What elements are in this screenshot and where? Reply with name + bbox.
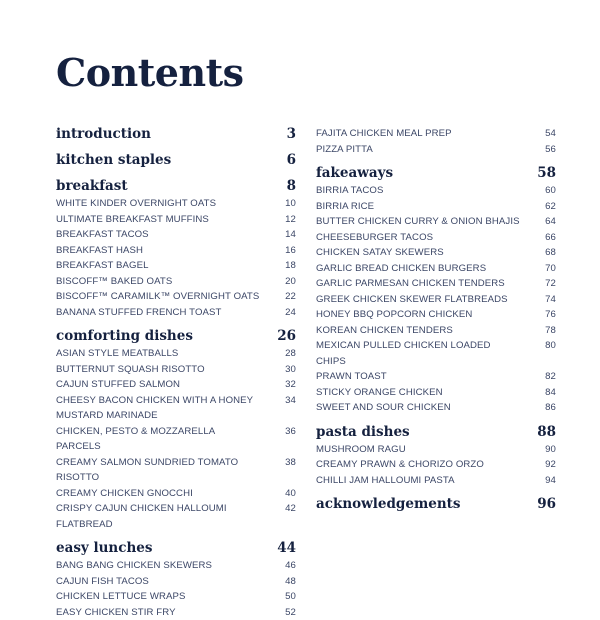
section-introduction (56, 124, 296, 144)
section-page-number: 3 (287, 124, 296, 144)
entry-title: WHITE KINDER OVERNIGHT OATS (56, 196, 216, 212)
entry-title: BUTTER CHICKEN CURRY & ONION BHAJIS (316, 214, 520, 230)
entry-page-number: 54 (545, 126, 556, 142)
entry-page-number: 32 (285, 377, 296, 393)
entry-title: EASY CHICKEN STIR FRY (56, 605, 176, 620)
contents-entry[interactable] (316, 292, 556, 308)
contents-entry[interactable] (316, 400, 556, 416)
entry-title: BANG BANG CHICKEN SKEWERS (56, 558, 212, 574)
contents-entry[interactable] (316, 442, 556, 458)
entry-page-number: 62 (545, 199, 556, 215)
entry-title: GARLIC PARMESAN CHICKEN TENDERS (316, 276, 505, 292)
entry-page-number: 52 (285, 605, 296, 620)
entry-title: CHICKEN LETTUCE WRAPS (56, 589, 186, 605)
entry-page-number: 34 (285, 393, 296, 409)
entry-title: CRISPY CAJUN CHICKEN HALLOUMI FLATBREAD (56, 501, 261, 532)
entry-page-number: 46 (285, 558, 296, 574)
contents-entry[interactable] (316, 457, 556, 473)
entry-page-number: 10 (285, 196, 296, 212)
entry-title: ASIAN STYLE MEATBALLS (56, 346, 178, 362)
contents-entry[interactable] (316, 199, 556, 215)
contents-entry[interactable] (56, 305, 296, 321)
entry-title: CAJUN STUFFED SALMON (56, 377, 180, 393)
entry-title: CAJUN FISH TACOS (56, 574, 149, 590)
entry-title: BIRRIA TACOS (316, 183, 383, 199)
page-title: Contents (56, 50, 244, 96)
entry-page-number: 72 (545, 276, 556, 292)
section-title: breakfast (56, 176, 128, 196)
contents-entry[interactable] (316, 323, 556, 339)
entry-page-number: 36 (285, 424, 296, 440)
entry-page-number: 20 (285, 274, 296, 290)
entry-title: GARLIC BREAD CHICKEN BURGERS (316, 261, 486, 277)
entry-title: PIZZA PITTA (316, 142, 373, 158)
entry-page-number: 60 (545, 183, 556, 199)
entry-title: BUTTERNUT SQUASH RISOTTO (56, 362, 205, 378)
section-heading[interactable] (316, 422, 556, 442)
section-title: introduction (56, 124, 151, 144)
entry-title: GREEK CHICKEN SKEWER FLATBREADS (316, 292, 508, 308)
contents-entry[interactable] (316, 385, 556, 401)
section-heading[interactable] (56, 124, 296, 144)
entry-title: CHICKEN SATAY SKEWERS (316, 245, 444, 261)
section-breakfast (56, 176, 296, 320)
section-heading[interactable] (56, 150, 296, 170)
entry-title: SWEET AND SOUR CHICKEN (316, 400, 451, 416)
contents-entry[interactable] (56, 227, 296, 243)
entry-page-number: 90 (545, 442, 556, 458)
entry-title: BISCOFF™ BAKED OATS (56, 274, 172, 290)
contents-entry[interactable] (56, 589, 296, 605)
entry-page-number: 84 (545, 385, 556, 401)
entry-title: CREAMY SALMON SUNDRIED TOMATO RISOTTO (56, 455, 261, 486)
entry-page-number: 22 (285, 289, 296, 305)
section-page-number: 44 (277, 538, 296, 558)
entry-title: BREAKFAST HASH (56, 243, 143, 259)
section-page-number: 96 (537, 494, 556, 514)
contents-entry[interactable] (56, 455, 296, 486)
entry-page-number: 48 (285, 574, 296, 590)
contents-entry[interactable] (56, 258, 296, 274)
contents-entry[interactable] (316, 276, 556, 292)
contents-entry[interactable] (56, 243, 296, 259)
contents-entry[interactable] (56, 574, 296, 590)
contents-entry[interactable] (56, 289, 296, 305)
entry-page-number: 40 (285, 486, 296, 502)
entry-page-number: 28 (285, 346, 296, 362)
entry-page-number: 68 (545, 245, 556, 261)
section-title: easy lunches (56, 538, 152, 558)
contents-entry[interactable] (56, 196, 296, 212)
section-heading[interactable] (56, 538, 296, 558)
entry-page-number: 24 (285, 305, 296, 321)
contents-entry[interactable] (56, 346, 296, 362)
section-title: acknowledgements (316, 494, 460, 514)
entry-page-number: 94 (545, 473, 556, 489)
entry-page-number: 30 (285, 362, 296, 378)
entry-title: CHEESEBURGER TACOS (316, 230, 433, 246)
entry-page-number: 78 (545, 323, 556, 339)
entry-title: FAJITA CHICKEN MEAL PREP (316, 126, 452, 142)
entry-page-number: 66 (545, 230, 556, 246)
entry-page-number: 14 (285, 227, 296, 243)
entry-title: CHEESY BACON CHICKEN WITH A HONEY MUSTARD MARINADE (56, 393, 261, 424)
entry-page-number: 42 (285, 501, 296, 517)
entry-page-number: 64 (545, 214, 556, 230)
entry-page-number: 12 (285, 212, 296, 228)
entry-page-number: 56 (545, 142, 556, 158)
section-continued (316, 126, 556, 157)
contents-entry[interactable] (316, 142, 556, 158)
section-title: pasta dishes (316, 422, 410, 442)
section-page-number: 26 (277, 326, 296, 346)
entry-title: KOREAN CHICKEN TENDERS (316, 323, 453, 339)
contents-entry[interactable] (316, 261, 556, 277)
contents-entry[interactable] (56, 377, 296, 393)
contents-entry[interactable] (316, 245, 556, 261)
entry-title: CREAMY CHICKEN GNOCCHI (56, 486, 193, 502)
section-easy-lunches (56, 538, 296, 620)
entry-title: PRAWN TOAST (316, 369, 387, 385)
section-page-number: 58 (537, 163, 556, 183)
section-heading[interactable] (56, 176, 296, 196)
entry-page-number: 18 (285, 258, 296, 274)
section-heading[interactable] (316, 494, 556, 514)
contents-left-column (56, 124, 296, 620)
entry-page-number: 76 (545, 307, 556, 323)
contents-right-column (316, 126, 556, 514)
contents-entry[interactable] (56, 362, 296, 378)
section-page-number: 6 (287, 150, 296, 170)
contents-entry[interactable] (56, 558, 296, 574)
contents-entry[interactable] (316, 369, 556, 385)
entry-title: STICKY ORANGE CHICKEN (316, 385, 443, 401)
contents-entry[interactable] (56, 605, 296, 620)
entry-page-number: 86 (545, 400, 556, 416)
section-title: fakeaways (316, 163, 393, 183)
contents-entry[interactable] (56, 393, 296, 424)
entry-title: BREAKFAST TACOS (56, 227, 149, 243)
entry-page-number: 82 (545, 369, 556, 385)
section-page-number: 88 (537, 422, 556, 442)
entry-page-number: 50 (285, 589, 296, 605)
contents-entry[interactable] (56, 424, 296, 455)
entry-title: ULTIMATE BREAKFAST MUFFINS (56, 212, 209, 228)
entry-title: BISCOFF™ CARAMILK™ OVERNIGHT OATS (56, 289, 259, 305)
entry-page-number: 92 (545, 457, 556, 473)
section-pasta-dishes (316, 422, 556, 489)
section-title: comforting dishes (56, 326, 193, 346)
entry-page-number: 38 (285, 455, 296, 471)
entry-title: MEXICAN PULLED CHICKEN LOADED CHIPS (316, 338, 521, 369)
entry-title: HONEY BBQ POPCORN CHICKEN (316, 307, 472, 323)
contents-entry[interactable] (316, 473, 556, 489)
entry-title: MUSHROOM RAGU (316, 442, 406, 458)
section-heading[interactable] (316, 163, 556, 183)
section-page-number: 8 (287, 176, 296, 196)
contents-entry[interactable] (56, 274, 296, 290)
entry-title: BIRRIA RICE (316, 199, 374, 215)
contents-entry[interactable] (316, 230, 556, 246)
contents-entry[interactable] (56, 212, 296, 228)
contents-entry[interactable] (316, 214, 556, 230)
entry-page-number: 16 (285, 243, 296, 259)
section-comforting-dishes (56, 326, 296, 532)
contents-entry[interactable] (316, 126, 556, 142)
contents-entry[interactable] (316, 338, 556, 369)
entry-title: CHILLI JAM HALLOUMI PASTA (316, 473, 455, 489)
contents-entry[interactable] (56, 486, 296, 502)
contents-entry[interactable] (316, 183, 556, 199)
entry-page-number: 74 (545, 292, 556, 308)
section-fakeaways (316, 163, 556, 416)
entry-title: BREAKFAST BAGEL (56, 258, 149, 274)
contents-entry[interactable] (56, 501, 296, 532)
entry-title: CREAMY PRAWN & CHORIZO ORZO (316, 457, 484, 473)
section-kitchen-staples (56, 150, 296, 170)
contents-entry[interactable] (316, 307, 556, 323)
entry-page-number: 80 (545, 338, 556, 354)
entry-title: CHICKEN, PESTO & MOZZARELLA PARCELS (56, 424, 261, 455)
entry-title: BANANA STUFFED FRENCH TOAST (56, 305, 221, 321)
section-heading[interactable] (56, 326, 296, 346)
section-acknowledgements (316, 494, 556, 514)
entry-page-number: 70 (545, 261, 556, 277)
section-title: kitchen staples (56, 150, 171, 170)
